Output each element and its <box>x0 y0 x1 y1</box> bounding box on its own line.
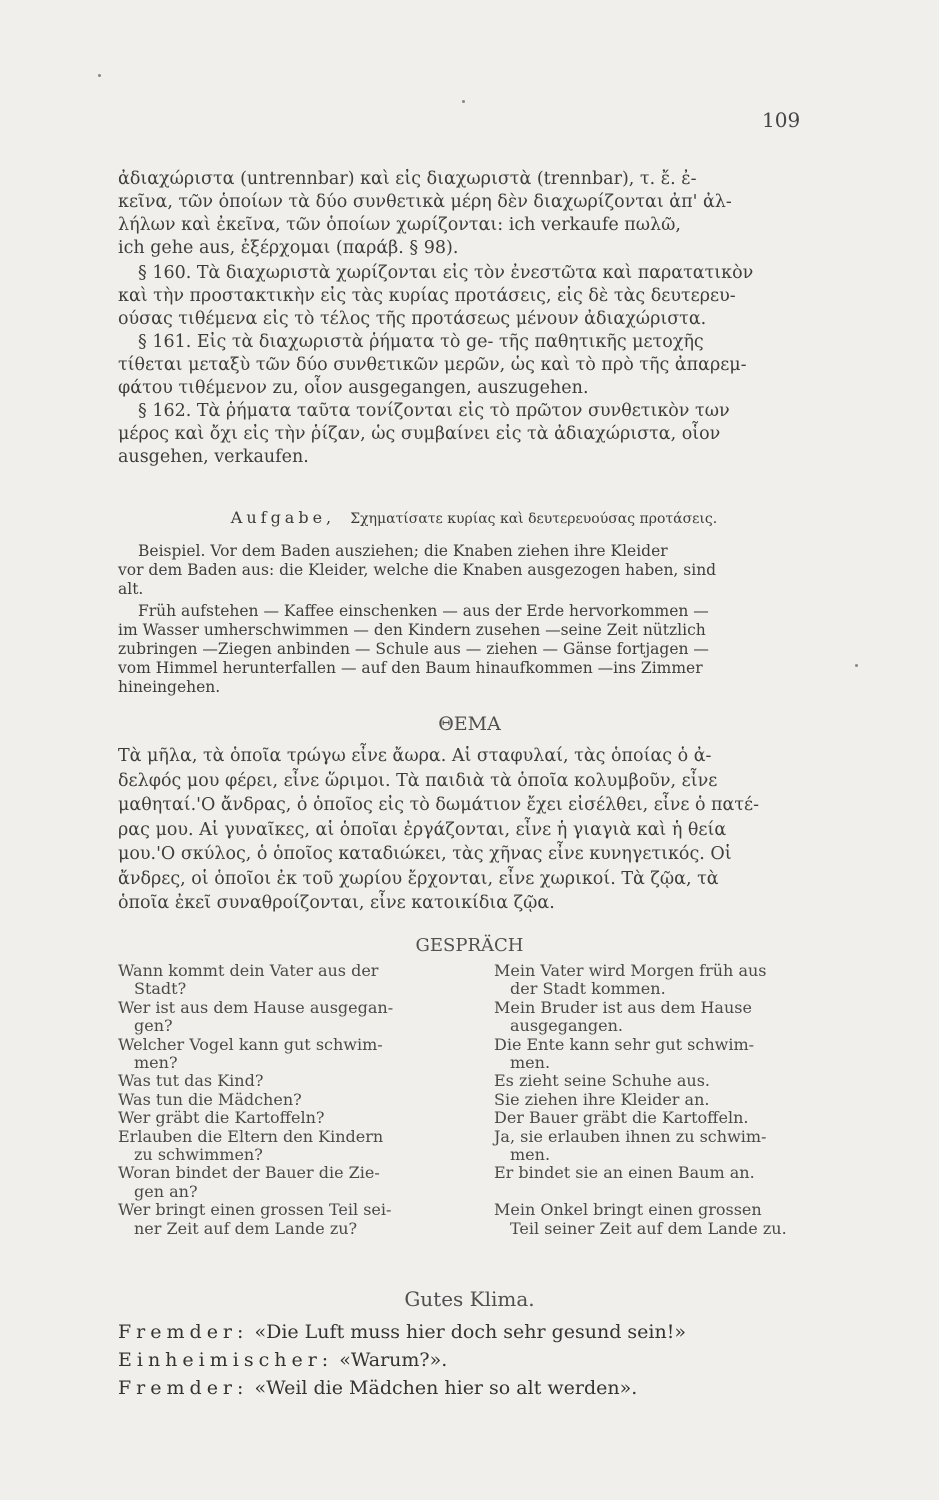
answer <box>494 1109 830 1127</box>
dialog-row <box>118 1091 830 1109</box>
question <box>118 1109 454 1127</box>
question <box>118 1164 454 1201</box>
text-line: ἀδιαχώριστα (untrennbar) καὶ εἰς διαχωριστὰ (trennbar), τ. ἔ. ἐ- <box>118 169 697 189</box>
section-verb-classes <box>118 168 830 260</box>
beispiel <box>118 542 830 599</box>
gesprach-dialog <box>118 962 830 1238</box>
text-line: ausgehen, verkaufen. <box>118 447 309 467</box>
text-line: ούσας τιθέμενα εἰς τὸ τέλος τῆς προτάσεως μένουν ἀδιαχώριστα. <box>118 309 707 329</box>
text-line: ὁποῖα ἐκεῖ συναθροίζονται, εἶνε κατοικίδια ζῷα. <box>118 893 555 913</box>
text-line: ich gehe aus, ἐξέρχομαι (παράβ. § 98). <box>118 238 459 258</box>
answer-line: Es zieht seine Schuhe aus. <box>494 1071 710 1091</box>
answer <box>494 1036 830 1073</box>
dialog-row <box>118 999 830 1036</box>
text-line: § 162. Τὰ ῥήματα ταῦτα τονίζονται εἰς τὸ πρῶτον συνθετικὸν των <box>138 401 730 421</box>
speaker: Fremder: <box>118 1321 249 1343</box>
exercise-list <box>118 602 830 697</box>
question-line: Was tun die Mädchen? <box>118 1089 302 1109</box>
answer <box>494 962 830 999</box>
question-line: ner Zeit auf dem Lande zu? <box>134 1218 358 1238</box>
text-line: μου.'Ο σκύλος, ὁ ὁποῖος καταδιώκει, τὰς χῆνας εἶνε κυνηγετικός. Οἱ <box>118 844 732 864</box>
question-line: Wer bringt einen grossen Teil sei- <box>118 1200 392 1220</box>
text-line: ρας μου. Αἱ γυναῖκες, αἱ ὁποῖαι ἐργάζονται, εἶνε ἡ γιαγιὰ καὶ ἡ θεία <box>118 819 727 840</box>
dialog-row <box>118 1036 830 1073</box>
page-number: 109 <box>762 108 801 132</box>
question <box>118 1072 454 1090</box>
text-line: κεῖνα, τῶν ὁποίων τὰ δύο συνθετικὰ μέρη δὲν διαχωρίζονται ἀπ' ἀλ- <box>118 192 732 212</box>
question-line: Wann kommt dein Vater aus der <box>118 961 379 980</box>
text-line: zubringen —Ziegen anbinden — Schule aus — ziehen — Gänse fortjagen — <box>118 640 709 658</box>
answer-line: Mein Vater wird Morgen früh aus <box>494 961 767 980</box>
aufgabe-text: Σχηματίσατε κυρίας καὶ δευτερευούσας προτάσεις. <box>350 511 718 527</box>
text-line: ἄνδρες, οἱ ὁποῖοι ἐκ τοῦ χωρίου ἔρχονται, εἶνε χωρικοί. Τὰ ζῷα, τὰ <box>118 868 719 889</box>
answer <box>494 1091 830 1109</box>
answer-line: der Stadt kommen. <box>510 979 666 999</box>
answer <box>494 1164 830 1201</box>
answer-line: Der Bauer gräbt die Kartoffeln. <box>494 1108 749 1128</box>
klima-line <box>118 1346 830 1374</box>
thema-text <box>118 744 830 916</box>
spoken-line: «Die Luft muss hier doch sehr gesund sein!» <box>254 1321 686 1343</box>
thema-title: ΘΕΜΑ <box>438 713 501 735</box>
klima-line <box>118 1318 830 1346</box>
question-line: Was tut das Kind? <box>118 1071 264 1091</box>
question <box>118 1091 454 1109</box>
klima-title: Gutes Klima. <box>404 1287 535 1311</box>
answer-line: ausgegangen. <box>510 1016 623 1036</box>
answer <box>494 1128 830 1165</box>
dialog-row <box>118 1201 830 1238</box>
dialog-row <box>118 1164 830 1201</box>
answer-line: Sie ziehen ihre Kleider an. <box>494 1089 710 1109</box>
section-paragraphs-160-162 <box>118 262 830 469</box>
dialog-row <box>118 1128 830 1165</box>
spoken-line: «Warum?». <box>339 1349 448 1371</box>
text-line: vom Himmel herunterfallen — auf den Baum hinaufkommen —ins Zimmer <box>118 659 703 677</box>
spoken-line: «Weil die Mädchen hier so alt werden». <box>254 1377 638 1399</box>
aufgabe-label: Aufgabe, <box>230 508 336 527</box>
question <box>118 1036 454 1073</box>
question <box>118 962 454 999</box>
question <box>118 1201 454 1238</box>
question <box>118 999 454 1036</box>
text-line: Früh aufstehen — Kaffee einschenken — aus der Erde hervorkommen — <box>138 602 709 620</box>
text-line: im Wasser umherschwimmen — den Kindern zusehen —seine Zeit nützlich <box>118 621 706 639</box>
aufgabe <box>118 508 830 527</box>
dialog-row <box>118 1072 830 1090</box>
answer-line: men. <box>510 1145 551 1165</box>
paper-speck <box>855 664 858 667</box>
answer-line: Mein Onkel bringt einen grossen <box>494 1200 762 1220</box>
answer-line: Teil seiner Zeit auf dem Lande zu. <box>510 1218 787 1238</box>
text-line: hineingehen. <box>118 678 221 696</box>
question-line: men? <box>134 1053 178 1073</box>
text-line: τίθεται μεταξὺ τῶν δύο συνθετικῶν μερῶν, ὡς καὶ τὸ πρὸ τῆς ἀπαρεμ- <box>118 355 747 375</box>
question-line: zu schwimmen? <box>134 1145 263 1165</box>
text-line: καὶ τὴν προστακτικὴν εἰς τὰς κυρίας προτάσεις, εἰς δὲ τὰς δευτερευ- <box>118 286 736 306</box>
answer <box>494 1072 830 1090</box>
answer-line: Er bindet sie an einen Baum an. <box>494 1163 755 1183</box>
klima-line <box>118 1374 830 1402</box>
answer-line: Ja, sie erlauben ihnen zu schwim- <box>494 1126 767 1146</box>
text-line: μέρος καὶ ὄχι εἰς τὴν ῥίζαν, ὡς συμβαίνει εἰς τὰ ἀδιαχώριστα, οἷον <box>118 424 721 444</box>
answer <box>494 1201 830 1238</box>
speaker: Einheimischer: <box>118 1349 334 1371</box>
dialog-row <box>118 962 830 999</box>
question-line: gen? <box>134 1016 173 1036</box>
paper-speck <box>98 74 101 77</box>
answer-line: men. <box>510 1053 551 1073</box>
text-line: λήλων καὶ ἐκεῖνα, τῶν ὁποίων χωρίζονται: ich verkaufe πωλῶ, <box>118 215 681 235</box>
question-line: Erlauben die Eltern den Kindern <box>118 1126 384 1146</box>
text-line: δελφός μου φέρει, εἶνε ὥριμοι. Τὰ παιδιὰ τὰ ὁποῖα κολυμβοῦν, εἶνε <box>118 770 718 791</box>
gesprach-title: GESPRÄCH <box>415 935 524 956</box>
question-line: Wer gräbt die Kartoffeln? <box>118 1108 325 1128</box>
text-line: alt. <box>118 580 144 598</box>
text-line: § 161. Εἰς τὰ διαχωριστὰ ῥήματα τὸ ge- τῆς παθητικῆς μετοχῆς <box>138 332 704 352</box>
dialog-row <box>118 1109 830 1127</box>
question-line: gen an? <box>134 1181 198 1201</box>
question-line: Stadt? <box>134 979 187 999</box>
text-line: vor dem Baden aus: die Kleider, welche die Knaben ausgezogen haben, sind <box>118 561 717 579</box>
text-line: Beispiel. Vor dem Baden ausziehen; die Knaben ziehen ihre Kleider <box>138 542 668 560</box>
paper-speck <box>462 100 465 103</box>
text-line: μαθηταί.'Ο ἄνδρας, ὁ ὁποῖος εἰς τὸ δωμάτιον ἔχει εἰσέλθει, εἶνε ὁ πατέ- <box>118 795 760 815</box>
question-line: Wer ist aus dem Hause ausgegan- <box>118 997 394 1017</box>
answer-line: Die Ente kann sehr gut schwim- <box>494 1034 755 1054</box>
klima-dialog <box>118 1318 830 1402</box>
text-line: § 160. Τὰ διαχωριστὰ χωρίζονται εἰς τὸν ἐνεστῶτα καὶ παρατατικὸν <box>138 263 754 283</box>
speaker: Fremder: <box>118 1377 249 1399</box>
answer-line: Mein Bruder ist aus dem Hause <box>494 997 752 1017</box>
question-line: Welcher Vogel kann gut schwim- <box>118 1034 383 1054</box>
text-line: φάτου τιθέμενον zu, οἷον ausgegangen, auszugehen. <box>118 378 589 398</box>
text-line: Τὰ μῆλα, τὰ ὁποῖα τρώγω εἶνε ἄωρα. Αἱ σταφυλαί, τὰς ὁποίας ὁ ἀ- <box>118 746 712 766</box>
question-line: Woran bindet der Bauer die Zie- <box>118 1163 380 1183</box>
answer <box>494 999 830 1036</box>
question <box>118 1128 454 1165</box>
